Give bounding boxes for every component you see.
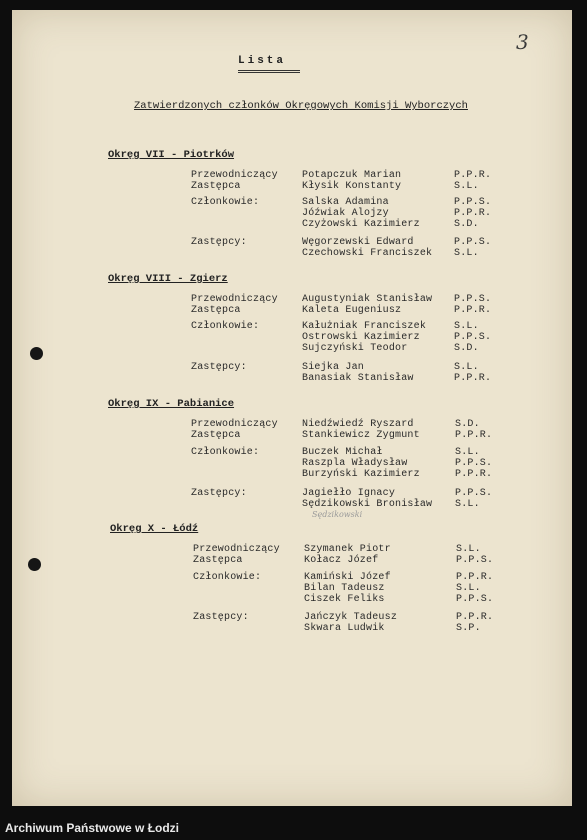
member-party: S.L. (454, 362, 479, 373)
member-role: Przewodniczący (191, 419, 278, 430)
member-party: S.L. (454, 248, 479, 259)
member-party: P.P.S. (454, 332, 492, 343)
member-role: Członkowie: (191, 447, 260, 458)
member-name: Skwara Ludwik (304, 623, 385, 634)
member-party: P.P.S. (455, 488, 493, 499)
district-heading: Okręg X - Łódź (110, 523, 199, 535)
member-name: Potapczuk Marian (302, 170, 402, 181)
member-party: P.P.R. (456, 572, 494, 583)
document-page (12, 10, 572, 806)
member-name: Kałużniak Franciszek (302, 321, 427, 332)
member-name: Jańczyk Tadeusz (304, 612, 398, 623)
member-name: Ostrowski Kazimierz (302, 332, 420, 343)
member-role: Członkowie: (191, 321, 260, 332)
member-party: S.L. (455, 499, 480, 510)
member-role: Przewodniczący (191, 170, 278, 181)
document-title: Lista (238, 55, 287, 67)
member-name: Kamiński Józef (304, 572, 391, 583)
member-role: Zastępca (191, 181, 241, 192)
district-heading: Okręg VII - Piotrków (108, 149, 235, 161)
member-name: Siejka Jan (302, 362, 365, 373)
member-party: S.D. (454, 343, 479, 354)
member-name: Kołacz Józef (304, 555, 379, 566)
member-party: P.P.R. (455, 469, 493, 480)
punch-hole (28, 558, 41, 571)
member-name: Niedźwiedź Ryszard (302, 419, 414, 430)
member-name: Sędzikowski Bronisław (302, 499, 433, 510)
member-name: Węgorzewski Edward (302, 237, 414, 248)
member-party: P.P.S. (455, 458, 493, 469)
member-name: Sujczyński Teodor (302, 343, 408, 354)
district-heading: Okręg IX - Pabianice (108, 398, 235, 410)
document-subtitle: Zatwierdzonych członków Okręgowych Komisji Wyborczych (134, 100, 468, 112)
member-role: Zastępca (191, 430, 241, 441)
member-party: S.L. (454, 321, 479, 332)
member-name: Jagiełło Ignacy (302, 488, 396, 499)
member-role: Zastępcy: (191, 488, 247, 499)
member-name: Czechowski Franciszek (302, 248, 433, 259)
member-party: P.P.S. (456, 594, 494, 605)
member-party: P.P.S. (454, 294, 492, 305)
member-party: P.P.R. (454, 208, 492, 219)
district-heading: Okręg VIII - Zgierz (108, 273, 228, 285)
member-party: P.P.S. (456, 555, 494, 566)
member-name: Augustyniak Stanisław (302, 294, 433, 305)
member-role: Przewodniczący (193, 544, 280, 555)
member-name: Bilan Tadeusz (304, 583, 385, 594)
archive-name: Archiwum Państwowe w Łodzi (5, 821, 180, 835)
member-party: S.L. (455, 447, 480, 458)
member-role: Członkowie: (191, 197, 260, 208)
handwritten-note: Sędzikowski (312, 510, 363, 519)
member-role: Przewodniczący (191, 294, 278, 305)
member-name: Jóźwiak Alojzy (302, 208, 389, 219)
member-name: Kaleta Eugeniusz (302, 305, 402, 316)
member-party: S.D. (455, 419, 480, 430)
page-number: 3 (516, 30, 529, 54)
member-party: S.L. (456, 583, 481, 594)
title-underline (238, 70, 300, 73)
member-role: Zastępca (193, 555, 243, 566)
member-role: Zastępcy: (193, 612, 249, 623)
member-party: P.P.R. (454, 305, 492, 316)
member-party: S.L. (454, 181, 479, 192)
member-party: P.P.R. (454, 170, 492, 181)
member-name: Raszpla Władysław (302, 458, 408, 469)
member-role: Zastępca (191, 305, 241, 316)
member-name: Banasiak Stanisław (302, 373, 414, 384)
member-party: P.P.R. (456, 612, 494, 623)
member-party: P.P.S. (454, 197, 492, 208)
member-role: Zastępcy: (191, 362, 247, 373)
member-role: Zastępcy: (191, 237, 247, 248)
member-name: Kłysik Konstanty (302, 181, 402, 192)
member-party: S.D. (454, 219, 479, 230)
member-party: P.P.R. (455, 430, 493, 441)
member-name: Burzyński Kazimierz (302, 469, 420, 480)
member-party: S.P. (456, 623, 481, 634)
archive-footer (0, 810, 587, 840)
member-party: S.L. (456, 544, 481, 555)
member-name: Stankiewicz Zygmunt (302, 430, 420, 441)
member-name: Czyżowski Kazimierz (302, 219, 420, 230)
member-role: Członkowie: (193, 572, 262, 583)
punch-hole (30, 347, 43, 360)
member-name: Szymanek Piotr (304, 544, 391, 555)
member-party: P.P.R. (454, 373, 492, 384)
member-name: Ciszek Feliks (304, 594, 385, 605)
member-name: Buczek Michał (302, 447, 383, 458)
member-party: P.P.S. (454, 237, 492, 248)
member-name: Salska Adamina (302, 197, 389, 208)
